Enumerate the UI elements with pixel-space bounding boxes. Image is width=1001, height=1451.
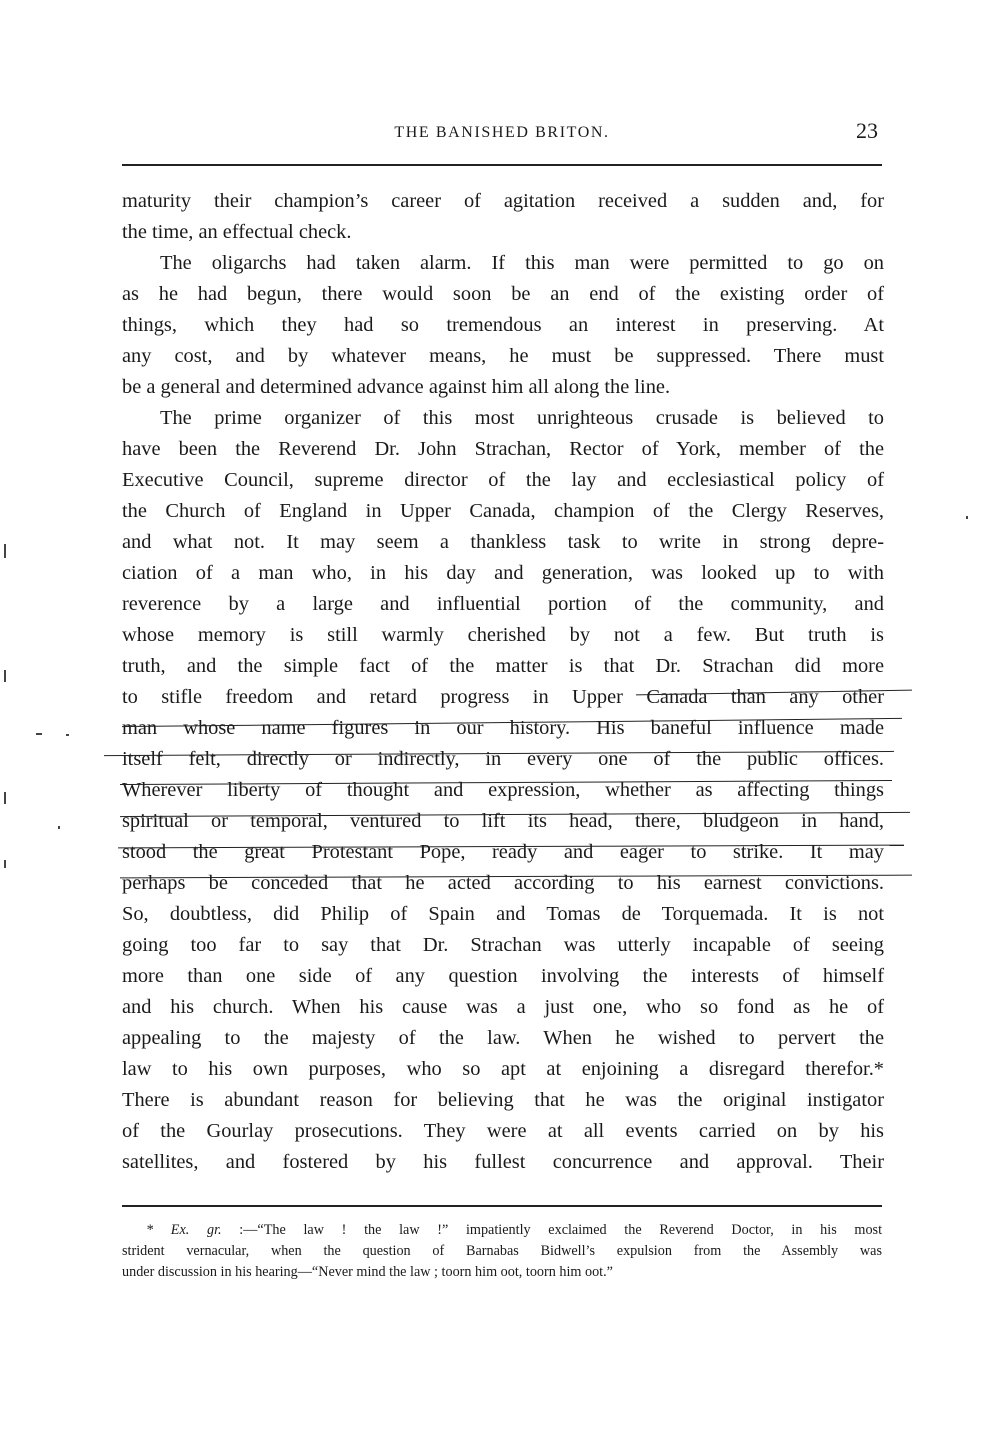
text-line: and what not. It may seem a thankless task to write in strong depre- (122, 531, 884, 553)
text-line: as he had begun, there would soon be an end of the existing order of (122, 283, 884, 305)
margin-speck (4, 544, 6, 558)
text-line: of the Gourlay prosecutions. They were at all events carried on by his (122, 1120, 884, 1142)
body-text (122, 186, 884, 1178)
footnote-mark: * Ex. gr. (146, 1222, 222, 1238)
text-line: appealing to the majesty of the law. When he wished to pervert the (122, 1027, 884, 1049)
text-line: So, doubtless, did Philip of Spain and Tomas de Torquemada. It is not (122, 903, 884, 925)
text-line: the Church of England in Upper Canada, champion of the Clergy Reserves, (122, 500, 884, 522)
text-line: ciation of a man who, in his day and generation, was looked up to with (122, 562, 884, 584)
text-line: going too far to say that Dr. Strachan was utterly incapable of seeing (122, 934, 884, 956)
text-line: any cost, and by whatever means, he must be suppressed. There must (122, 345, 884, 367)
text-line: There is abundant reason for believing that he was the original instigator (122, 1089, 884, 1111)
margin-speck (58, 826, 60, 829)
footnote-line (122, 1220, 882, 1241)
text-line: things, which they had so tremendous an interest in preserving. At (122, 314, 884, 336)
text-line: spiritual or temporal, ventured to lift its head, there, bludgeon in hand, (122, 810, 884, 832)
margin-speck (966, 516, 968, 519)
text-line: itself felt, directly or indirectly, in every one of the public offices. (122, 748, 884, 770)
footnote-line: under discussion in his hearing—“Never mind the law ; toorn him oot, toorn him oot.” (122, 1264, 613, 1280)
text-line: The prime organizer of this most unrighteous crusade is believed to (160, 407, 884, 429)
footnote-rule (122, 1205, 882, 1207)
footnote-text: :—“The law ! the law !” impatiently exclaimed the Reverend Doctor, in his most (239, 1222, 883, 1238)
margin-speck (4, 792, 6, 804)
text-line: be a general and determined advance against him all along the line. (122, 376, 671, 398)
text-line: maturity their champion’s career of agitation received a sudden and, for (122, 190, 884, 212)
text-line: stood the great Protestant Pope, ready and eager to strike. It may (122, 841, 884, 863)
running-head (122, 118, 882, 148)
text-line: the time, an effectual check. (122, 221, 352, 243)
text-line: Wherever liberty of thought and expression, whether as affecting things (122, 779, 884, 801)
text-line: satellites, and fostered by his fullest concurrence and approval. Their (122, 1151, 884, 1173)
text-line: reverence by a large and influential portion of the community, and (122, 593, 884, 615)
text-line: have been the Reverend Dr. John Strachan, Rector of York, member of the (122, 438, 884, 460)
margin-speck (36, 733, 42, 735)
text-line: truth, and the simple fact of the matter is that Dr. Strachan did more (122, 655, 884, 677)
page-number: 23 (856, 118, 878, 143)
text-line: more than one side of any question involving the interests of himself (122, 965, 884, 987)
margin-speck (4, 670, 6, 682)
footnote-line: strident vernacular, when the question of Barnabas Bidwell’s expulsion from the Assembly was (122, 1243, 882, 1259)
text-line: perhaps be conceded that he acted according to his earnest convictions. (122, 872, 884, 894)
margin-speck (66, 734, 69, 736)
header-rule (122, 164, 882, 166)
text-line: and his church. When his cause was a just one, who so fond as he of (122, 996, 884, 1018)
margin-speck (4, 860, 6, 868)
text-line: law to his own purposes, who so apt at enjoining a disregard therefor.* (122, 1058, 884, 1080)
text-line: Executive Council, supreme director of the lay and ecclesiastical policy of (122, 469, 884, 491)
text-line: The oligarchs had taken alarm. If this man were permitted to go on (160, 252, 884, 274)
footnote (122, 1220, 882, 1283)
running-title: THE BANISHED BRITON. (394, 124, 610, 141)
text-line: whose memory is still warmly cherished by not a few. But truth is (122, 624, 884, 646)
text-line: to stifle freedom and retard progress in Upper Canada than any other (122, 686, 884, 708)
text-line: man whose name figures in our history. His baneful influence made (122, 717, 884, 739)
